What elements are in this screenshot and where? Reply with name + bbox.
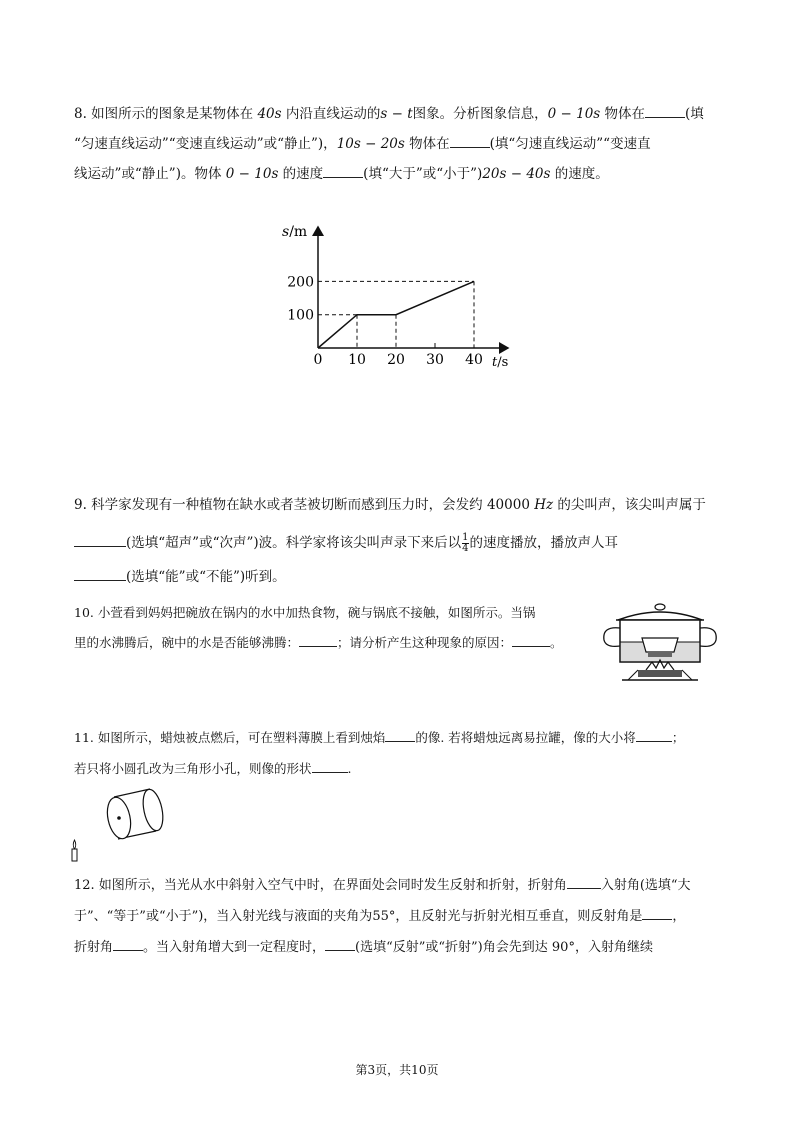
x-axis-label: t/s (492, 355, 509, 370)
q8-line-1: 8. 如图所示的图象是某物体在 40s 内沿直线运动的s − t图象。分析图象信息，0 − 10s 物体在 (填 (74, 103, 704, 124)
st-chart (270, 215, 530, 380)
pinhole-icon (117, 816, 121, 820)
q12-blank-2[interactable] (642, 905, 672, 920)
q12-line-1: 12. 如图所示，当光从水中斜射入空气中时，在界面处会同时发生反射和折射，折射角 入射角(选填“大 (74, 874, 691, 896)
pot-on-stove-illustration (598, 598, 724, 690)
pinhole-camera-illustration (66, 785, 171, 865)
q12-line-2: 于”、“等于”或“小于”)，当入射光线与液面的夹角为55°，且反射光与折射光相互垂直，则反射角是 ， (74, 905, 685, 927)
page-footer: 第3页，共10页 (355, 1063, 439, 1077)
q9-line-3: (选填“能”或“不能”)听到。 (74, 566, 286, 587)
q9-blank-1[interactable] (74, 532, 126, 547)
q8-line-2: “匀速直线运动”“变速直线运动”或“静止”)，10s − 20s 物体在 (填“匀速直线运动”“变速直 (74, 133, 651, 154)
y-axis-label: s/m (282, 224, 308, 240)
q10-blank-1[interactable] (299, 632, 337, 647)
q10-blank-2[interactable] (512, 632, 550, 647)
q11-line-1: 11. 如图所示，蜡烛被点燃后，可在塑料薄膜上看到烛焰 的像. 若将蜡烛远离易拉罐，像的大小将 ； (74, 727, 684, 748)
q12-blank-3[interactable] (113, 936, 143, 951)
q11-blank-1[interactable] (385, 727, 415, 742)
fraction-one-quarter: $\frac{1}{4}$ (462, 532, 469, 554)
q8-blank-2[interactable] (450, 133, 490, 148)
q10-line-2: 里的水沸腾后，碗中的水是否能够沸腾： ；请分析产生这种现象的原因： 。 (74, 632, 563, 653)
x-tick-label: 30 (426, 352, 444, 368)
q12-blank-4[interactable] (325, 936, 355, 951)
q10-line-1: 10. 小萱看到妈妈把碗放在锅内的水中加热食物，碗与锅底不接触，如图所示。当锅 (74, 605, 536, 620)
q8-line-3: 线运动”或“静止”)。物体 0 − 10s 的速度 (填“大于”或“小于”)20s − 40s 的速度。 (74, 163, 609, 184)
q11-blank-2[interactable] (636, 727, 672, 742)
x-tick-label: 20 (387, 352, 405, 368)
q12-blank-1[interactable] (567, 874, 601, 889)
y-tick-label: 100 (287, 307, 314, 324)
candle-icon (72, 849, 77, 861)
q11-line-2: 若只将小圆孔改为三角形小孔，则像的形状 . (74, 758, 352, 779)
q9-blank-2[interactable] (74, 566, 126, 581)
x-tick-label: 40 (465, 352, 483, 368)
y-tick-label: 200 (287, 274, 314, 291)
q11-blank-3[interactable] (312, 758, 348, 773)
x-tick-label: 0 (313, 352, 323, 368)
q12-line-3: 折射角 。当入射角增大到一定程度时， (选填“反射”或“折射”)角会先到达 90°，入射角继续 (74, 936, 653, 958)
q9-line-2: (选填“超声”或“次声”)波。科学家将该尖叫声录下来后以 $\frac{1}{4}$ 的速度播放，播放声人耳 (74, 532, 618, 554)
q8-blank-1[interactable] (645, 103, 685, 118)
x-tick-label: 10 (348, 352, 366, 368)
q9-line-1: 9. 科学家发现有一种植物在缺水或者茎被切断而感到压力时，会发约 40000 Hz 的尖叫声，该尖叫声属于 (74, 497, 706, 513)
q8-blank-3[interactable] (323, 163, 363, 178)
